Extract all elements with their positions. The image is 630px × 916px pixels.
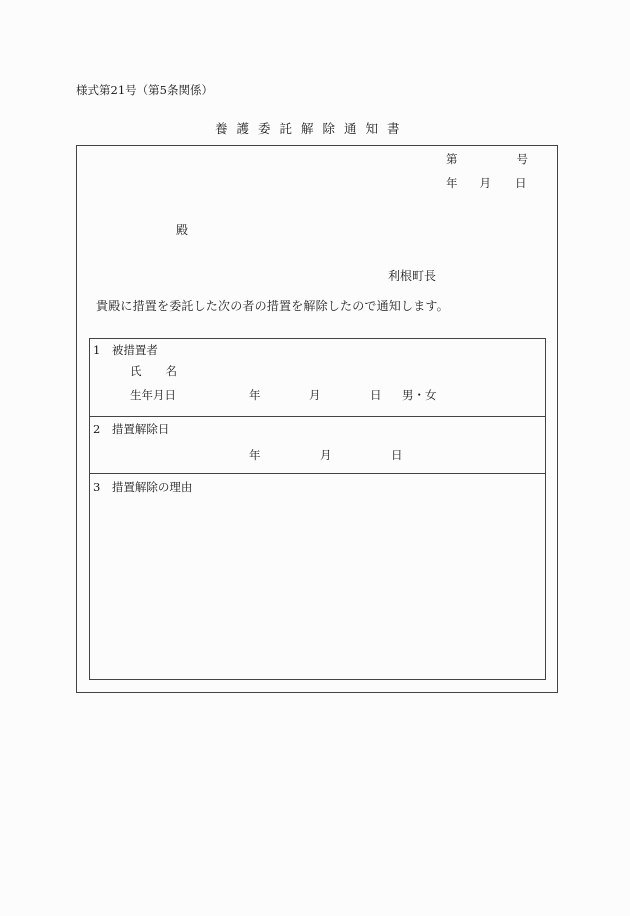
termination-year-label: 年: [249, 448, 261, 462]
birth-month-label: 月: [309, 388, 321, 402]
addressee-honorific: 殿: [176, 223, 189, 237]
number-suffix: 号: [516, 152, 528, 166]
termination-day-label: 日: [391, 448, 403, 462]
section-heading-subject: 1 被措置者: [93, 343, 158, 357]
sender-name: 利根町長: [388, 269, 437, 283]
termination-month-label: 月: [320, 448, 332, 462]
section-heading-termination-date: 2 措置解除日: [93, 422, 170, 436]
sex-choice[interactable]: 男・女: [402, 388, 437, 402]
birth-year-label: 年: [249, 388, 261, 402]
birth-day-label: 日: [370, 388, 382, 402]
number-prefix: 第: [446, 152, 458, 166]
issue-date-year: 年: [446, 176, 458, 190]
issue-date-day: 日: [515, 176, 527, 190]
document-title: 養護委託解除通知書: [215, 121, 409, 136]
issue-date-month: 月: [479, 176, 491, 190]
name-label-part1: 氏: [130, 364, 142, 378]
name-label: [130, 366, 177, 378]
form-number-label: 様式第21号（第5条関係）: [76, 83, 213, 97]
table-divider: [89, 416, 546, 417]
birth-date-label: 生年月日: [130, 388, 176, 402]
table-divider: [89, 473, 546, 474]
notice-body-text: 貴殿に措置を委託した次の者の措置を解除したので通知します。: [96, 299, 449, 313]
document-number-line: [446, 154, 528, 166]
issue-date-line: [446, 178, 527, 190]
name-label-part2: 名: [165, 364, 177, 378]
section-heading-termination-reason: 3 措置解除の理由: [93, 480, 193, 494]
